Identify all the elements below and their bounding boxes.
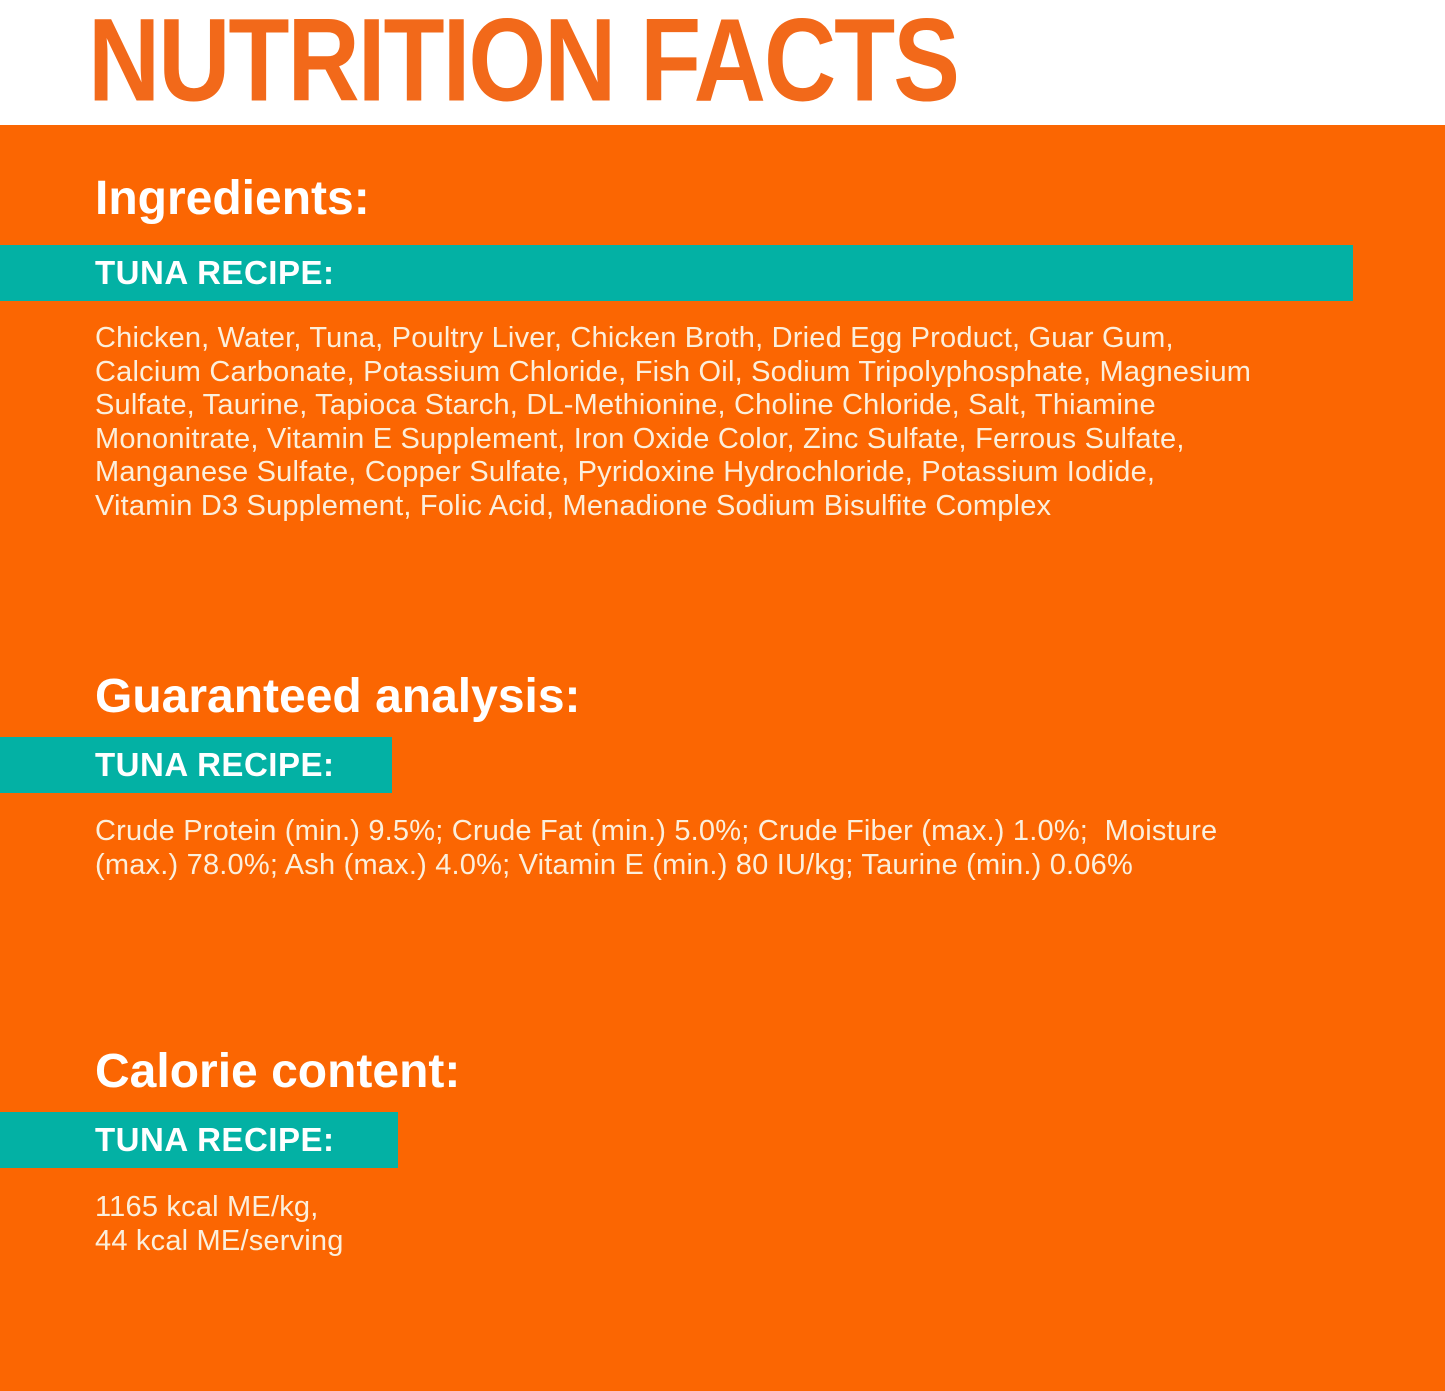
guaranteed-analysis-line: Crude Protein (min.) 9.5%; Crude Fat (min.) 5.0%; Crude Fiber (max.) 1.0%; Moisture bbox=[95, 815, 1218, 847]
calorie-content-recipe-band bbox=[0, 1112, 398, 1168]
ingredients-line: Chicken, Water, Tuna, Poultry Liver, Chicken Broth, Dried Egg Product, Guar Gum, bbox=[95, 322, 1174, 354]
guaranteed-analysis-line: (max.) 78.0%; Ash (max.) 4.0%; Vitamin E (min.) 80 IU/kg; Taurine (min.) 0.06% bbox=[95, 848, 1133, 881]
ingredients-text bbox=[95, 322, 1251, 523]
header-band bbox=[0, 0, 1445, 125]
calorie-content-recipe-label: TUNA RECIPE: bbox=[95, 1121, 335, 1158]
guaranteed-analysis-recipe-label: TUNA RECIPE: bbox=[95, 746, 335, 783]
guaranteed-analysis-recipe-band bbox=[0, 737, 392, 793]
guaranteed-analysis-text bbox=[95, 815, 1217, 882]
ingredients-line: Manganese Sulfate, Copper Sulfate, Pyridoxine Hydrochloride, Potassium Iodide, bbox=[95, 456, 1156, 488]
calorie-content-text bbox=[95, 1190, 344, 1258]
ingredients-line: Calcium Carbonate, Potassium Chloride, Fish Oil, Sodium Tripolyphosphate, Magnesium bbox=[95, 355, 1252, 388]
ingredients-heading: Ingredients: bbox=[95, 172, 370, 225]
guaranteed-analysis-heading: Guaranteed analysis: bbox=[95, 670, 581, 723]
ingredients-recipe-band bbox=[0, 245, 1353, 301]
ingredients-line: Vitamin D3 Supplement, Folic Acid, Menadione Sodium Bisulfite Complex bbox=[95, 489, 1052, 522]
ingredients-recipe-label: TUNA RECIPE: bbox=[95, 254, 335, 291]
page-title: NUTRITION FACTS bbox=[88, 0, 958, 125]
calorie-content-heading: Calorie content: bbox=[95, 1045, 461, 1098]
ingredients-line: Mononitrate, Vitamin E Supplement, Iron Oxide Color, Zinc Sulfate, Ferrous Sulfate, bbox=[95, 422, 1185, 455]
ingredients-line: Sulfate, Taurine, Tapioca Starch, DL-Methionine, Choline Chloride, Salt, Thiamine bbox=[95, 389, 1156, 421]
calorie-content-line: 1165 kcal ME/kg, bbox=[95, 1191, 319, 1223]
calorie-content-line: 44 kcal ME/serving bbox=[95, 1225, 344, 1257]
